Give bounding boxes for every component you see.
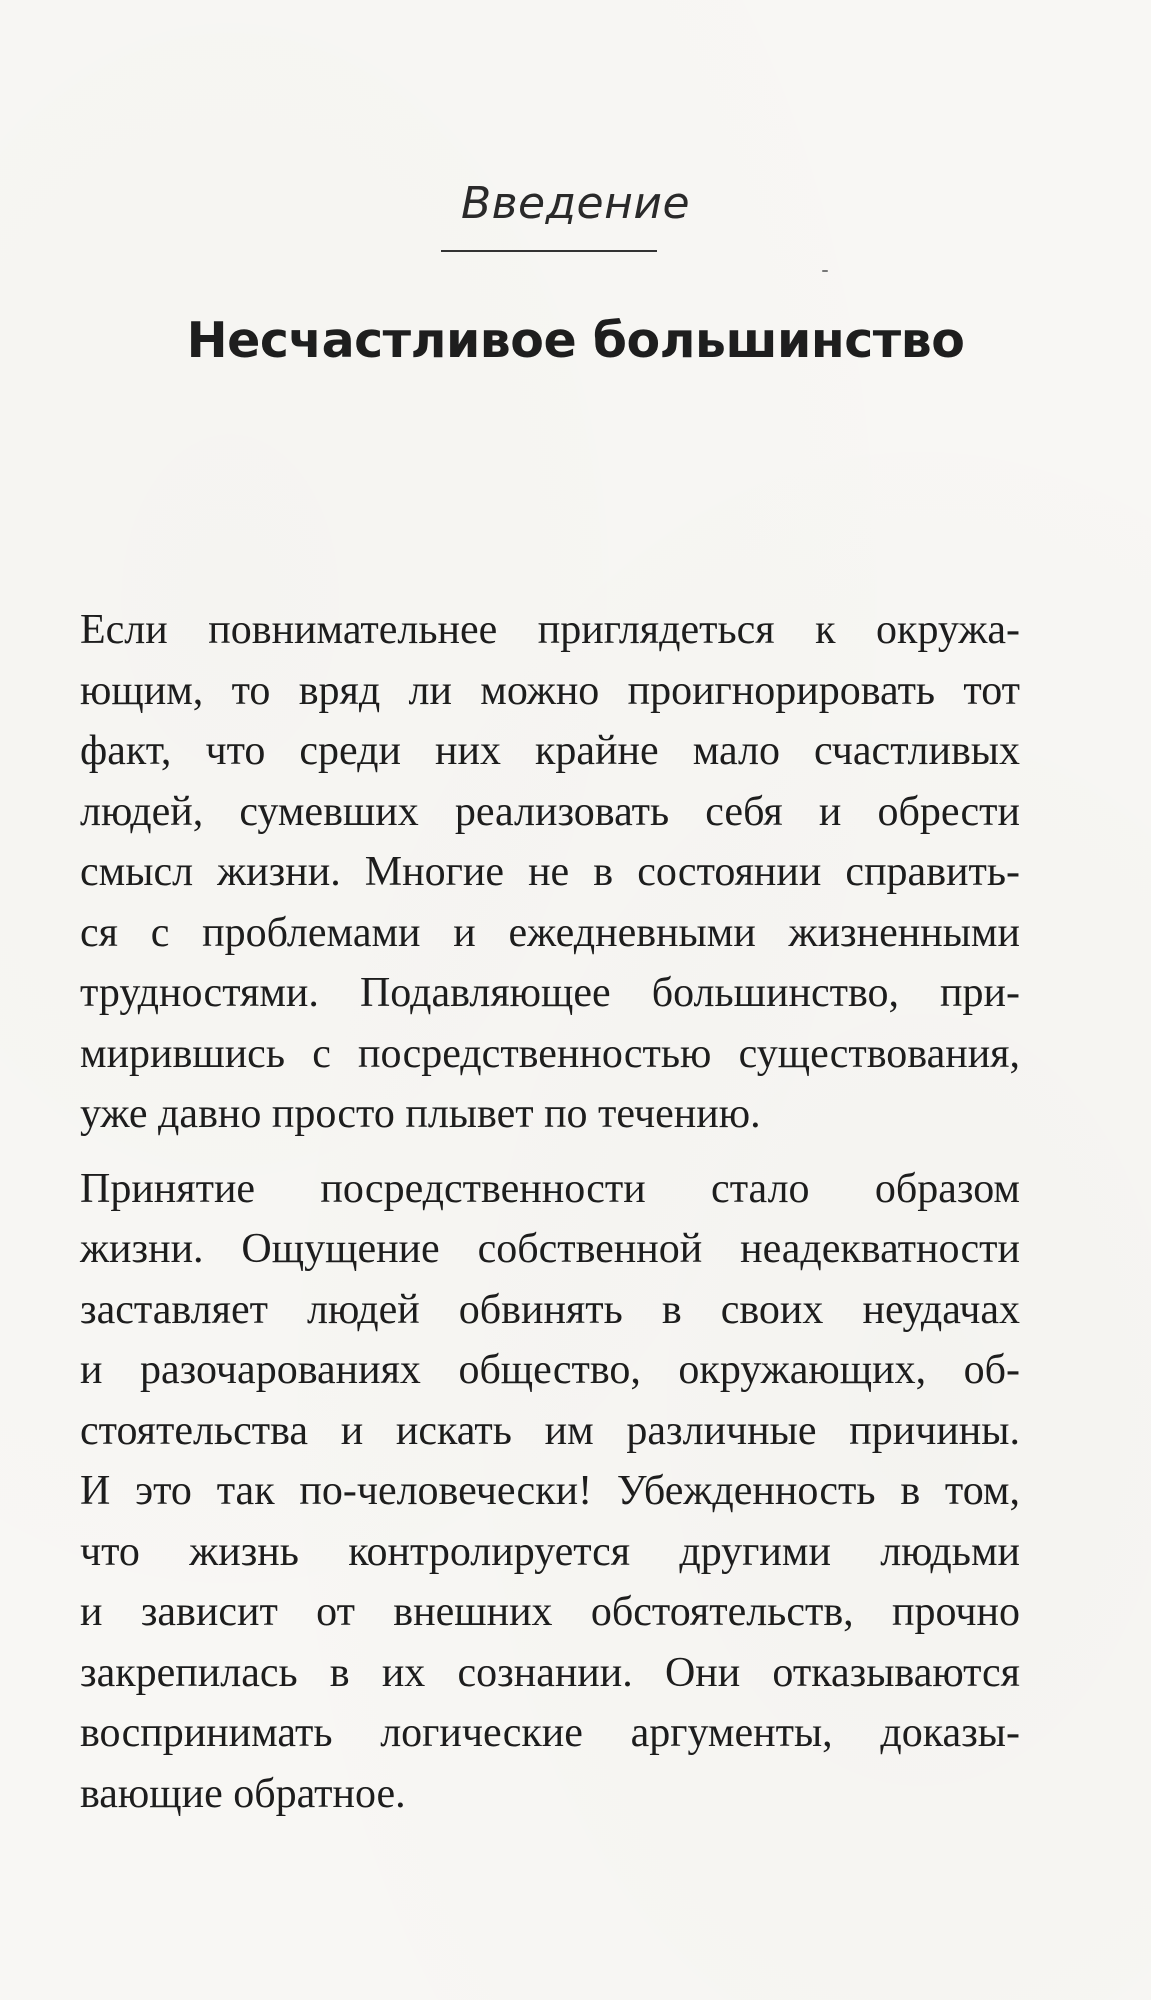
text-line: стоятельства и искать им различные причины. [80, 1407, 1020, 1454]
text-line: жизни. Ощущение собственной неадекватности [80, 1226, 1020, 1272]
text-line: факт, что среди них крайне мало счастливых [80, 728, 1020, 774]
text-line: ющим, то вряд ли можно проигнорировать тот [80, 667, 1020, 714]
paragraph [80, 600, 1020, 1145]
text-line: закрепилась в их сознании. Они отказываются [80, 1649, 1020, 1696]
text-line: заставляет людей обвинять в своих неудачах [80, 1286, 1020, 1333]
paragraph [80, 1159, 1020, 1825]
text-line: Если повнимательнее приглядеться к окружа- [80, 607, 1020, 653]
text-line: ся с проблемами и ежедневными жизненными [80, 909, 1020, 956]
chapter-title: Несчастливое большинство [186, 312, 965, 369]
text-line: и разочарованиях общество, окружающих, об- [80, 1347, 1020, 1393]
text-line: мирившись с посредственностью существования, [80, 1030, 1020, 1077]
text-line: Принятие посредственности стало образом [80, 1165, 1020, 1212]
chapter-label-underline [441, 250, 657, 252]
text-line: уже давно просто плывет по течению. [80, 1091, 761, 1137]
text-line: трудностями. Подавляющее большинство, при- [80, 970, 1020, 1016]
text-line: смысл жизни. Многие не в состоянии справить- [80, 849, 1020, 895]
text-line: воспринимать логические аргументы, доказы- [80, 1710, 1020, 1756]
text-line: что жизнь контролируется другими людьми [80, 1528, 1020, 1575]
body-text [80, 600, 1020, 1838]
text-line: вающие обратное. [80, 1770, 406, 1817]
chapter-label: Введение [460, 178, 691, 229]
text-line: И это так по-человечески! Убежденность в том, [80, 1468, 1020, 1514]
print-speck [822, 270, 828, 272]
text-line: и зависит от внешних обстоятельств, прочно [80, 1589, 1020, 1635]
text-line: людей, сумевших реализовать себя и обрести [80, 788, 1020, 835]
